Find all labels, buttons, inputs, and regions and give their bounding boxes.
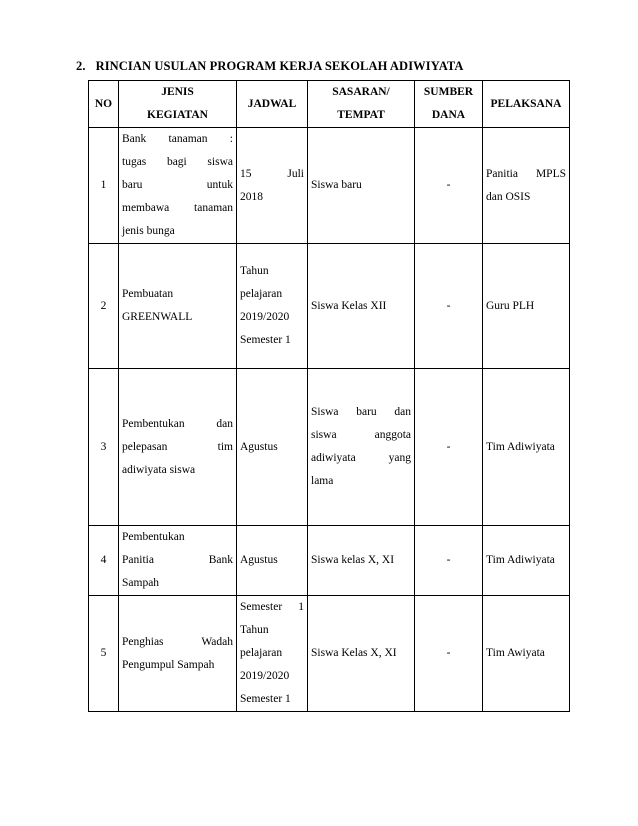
- cell-line: Panitia MPLS: [486, 167, 566, 180]
- cell-line: baru untuk: [122, 179, 233, 191]
- cell-line: tugas bagi siswa: [122, 156, 233, 168]
- cell-line: Sampah: [122, 577, 160, 589]
- cell-line: Tim Adiwiyata: [486, 554, 555, 566]
- cell-line: Tim Awiyata: [486, 647, 545, 659]
- cell-line: Agustus: [240, 554, 278, 566]
- cell-sumber-dana: -: [415, 128, 483, 244]
- cell-jadwal: [237, 244, 308, 369]
- cell-line: Siswa baru dan: [311, 406, 411, 418]
- cell-line: Siswa baru: [311, 179, 362, 191]
- header-sasaran-tempat: SASARAN/ TEMPAT: [308, 81, 415, 128]
- cell-line: Semester 1: [240, 334, 291, 346]
- cell-sumber-dana: -: [415, 596, 483, 712]
- cell-no: 2: [89, 244, 119, 369]
- table-row: [89, 128, 570, 244]
- section-number: 2.: [76, 59, 86, 73]
- cell-line: membawa tanaman: [122, 202, 233, 214]
- cell-line: Semester 1: [240, 601, 304, 613]
- cell-line: Pengumpul Sampah: [122, 658, 215, 671]
- cell-line: pelajaran: [240, 288, 283, 300]
- header-no: NO: [89, 81, 119, 128]
- header-pelaksana: PELAKSANA: [483, 81, 570, 128]
- cell-line: 15 Juli: [240, 167, 304, 180]
- cell-line: 2018: [240, 190, 263, 203]
- cell-sumber-dana: -: [415, 369, 483, 526]
- header-jadwal: JADWAL: [237, 81, 308, 128]
- cell-line: pelajaran: [240, 647, 283, 659]
- cell-line: adiwiyata siswa: [122, 463, 196, 476]
- header-jenis-kegiatan: JENIS KEGIATAN: [119, 81, 237, 128]
- cell-line: jenis bunga: [122, 225, 175, 237]
- cell-line: GREENWALL: [122, 311, 193, 323]
- cell-line: Pembuatan: [122, 288, 174, 300]
- cell-line: siswa anggota: [311, 429, 411, 441]
- cell-sumber-dana: -: [415, 244, 483, 369]
- cell-line: dan OSIS: [486, 190, 531, 203]
- cell-jadwal: [237, 526, 308, 596]
- cell-line: pelepasan tim: [122, 440, 233, 453]
- cell-line: Tahun: [240, 624, 269, 636]
- section-title: RINCIAN USULAN PROGRAM KERJA SEKOLAH ADIWIYATA: [95, 59, 464, 73]
- cell-line: Guru PLH: [486, 299, 535, 312]
- cell-line: Panitia Bank: [122, 554, 233, 566]
- cell-line: Tahun: [240, 265, 269, 277]
- cell-no: 1: [89, 128, 119, 244]
- cell-pelaksana: [483, 369, 570, 526]
- header-sumber-dana: SUMBER DANA: [415, 81, 483, 128]
- cell-jadwal: [237, 596, 308, 712]
- cell-line: Pembentukan dan: [122, 417, 233, 430]
- cell-sumber-dana: -: [415, 526, 483, 596]
- cell-sasaran-tempat: [308, 244, 415, 369]
- table-row: [89, 526, 570, 596]
- cell-jadwal: [237, 128, 308, 244]
- cell-line: Agustus: [240, 440, 278, 453]
- cell-jenis-kegiatan: [119, 369, 237, 526]
- cell-line: Semester 1: [240, 693, 291, 705]
- cell-line: Penghias Wadah: [122, 635, 233, 648]
- table-row: [89, 369, 570, 526]
- cell-pelaksana: [483, 244, 570, 369]
- cell-sasaran-tempat: [308, 596, 415, 712]
- cell-line: Tim Adiwiyata: [486, 440, 555, 453]
- cell-sasaran-tempat: [308, 128, 415, 244]
- cell-jenis-kegiatan: [119, 526, 237, 596]
- cell-pelaksana: [483, 526, 570, 596]
- table-header-row: [89, 81, 570, 128]
- cell-line: lama: [311, 475, 334, 487]
- program-table: [88, 80, 570, 712]
- cell-jenis-kegiatan: [119, 596, 237, 712]
- cell-line: Siswa kelas X, XI: [311, 554, 395, 566]
- cell-jadwal: [237, 369, 308, 526]
- cell-no: 3: [89, 369, 119, 526]
- table-row: [89, 596, 570, 712]
- cell-line: adiwiyata yang: [311, 452, 411, 464]
- cell-pelaksana: [483, 596, 570, 712]
- cell-line: Siswa Kelas X, XI: [311, 647, 397, 659]
- table-row: [89, 244, 570, 369]
- cell-jenis-kegiatan: [119, 128, 237, 244]
- table-body: [89, 128, 570, 712]
- cell-pelaksana: [483, 128, 570, 244]
- cell-sasaran-tempat: [308, 369, 415, 526]
- cell-line: 2019/2020: [240, 670, 290, 682]
- cell-line: Pembentukan: [122, 531, 185, 543]
- cell-line: 2019/2020: [240, 311, 290, 323]
- cell-no: 5: [89, 596, 119, 712]
- cell-jenis-kegiatan: [119, 244, 237, 369]
- cell-sasaran-tempat: [308, 526, 415, 596]
- cell-no: 4: [89, 526, 119, 596]
- cell-line: Siswa Kelas XII: [311, 299, 387, 312]
- cell-line: Bank tanaman :: [122, 133, 233, 145]
- section-heading: [76, 59, 464, 74]
